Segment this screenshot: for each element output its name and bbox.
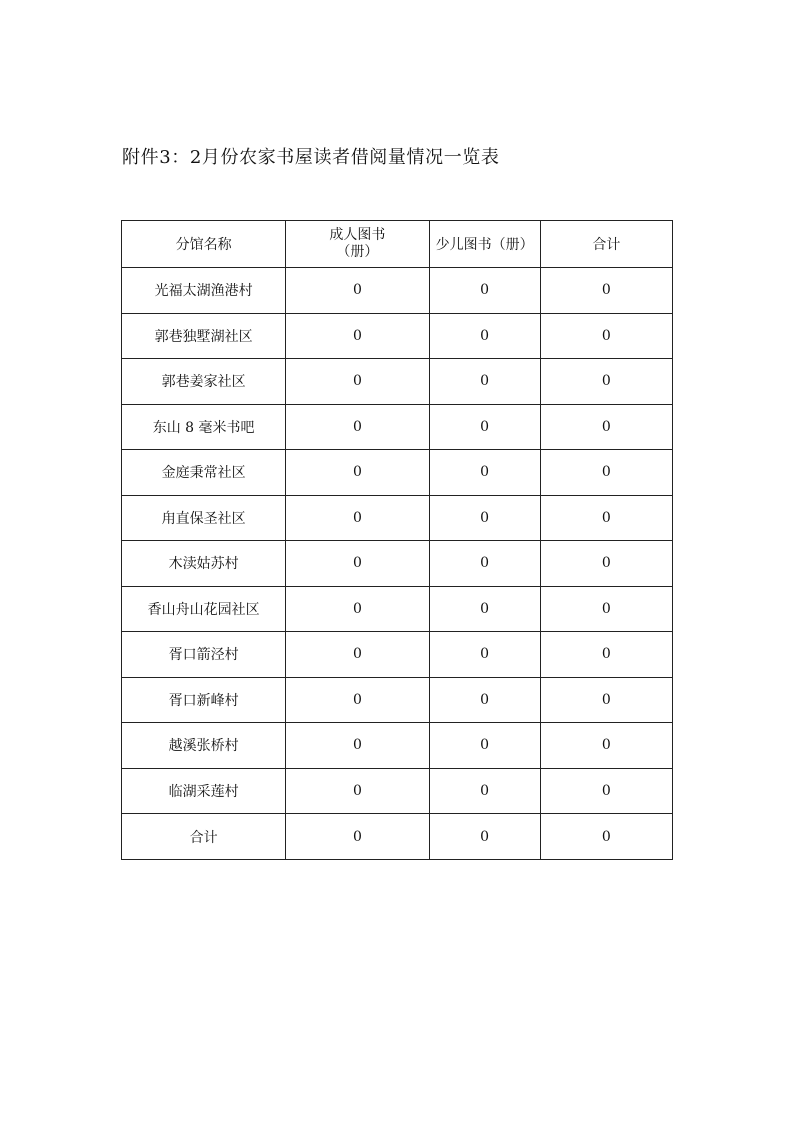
adult-books-cell: 0 — [286, 632, 429, 678]
header-total: 合计 — [540, 221, 672, 268]
adult-books-cell: 0 — [286, 450, 429, 496]
row-total-cell: 0 — [540, 404, 672, 450]
header-adult-books-line2: （册） — [336, 244, 379, 260]
adult-books-cell: 0 — [286, 768, 429, 814]
children-books-cell: 0 — [429, 268, 540, 314]
header-adult-books — [286, 221, 429, 268]
row-total-cell: 0 — [540, 768, 672, 814]
row-total-cell: 0 — [540, 359, 672, 405]
adult-books-cell: 0 — [286, 404, 429, 450]
children-books-cell: 0 — [429, 495, 540, 541]
children-books-cell: 0 — [429, 313, 540, 359]
adult-books-cell: 0 — [286, 586, 429, 632]
row-total-cell: 0 — [540, 723, 672, 769]
document-title: 附件3：2月份农家书屋读者借阅量情况一览表 — [122, 147, 500, 168]
summary-row — [122, 814, 673, 860]
row-total-cell: 0 — [540, 632, 672, 678]
children-books-cell: 0 — [429, 404, 540, 450]
adult-books-cell: 0 — [286, 359, 429, 405]
summary-total: 0 — [540, 814, 672, 860]
adult-books-cell: 0 — [286, 268, 429, 314]
table-row — [122, 268, 673, 314]
children-books-cell: 0 — [429, 768, 540, 814]
summary-adult: 0 — [286, 814, 429, 860]
branch-name-cell: 甪直保圣社区 — [122, 495, 286, 541]
row-total-cell: 0 — [540, 313, 672, 359]
table-row — [122, 677, 673, 723]
children-books-cell: 0 — [429, 541, 540, 587]
row-total-cell: 0 — [540, 268, 672, 314]
adult-books-cell: 0 — [286, 495, 429, 541]
table-body — [122, 268, 673, 814]
table-row — [122, 495, 673, 541]
table-header-row — [122, 221, 673, 268]
branch-name-cell: 光福太湖渔港村 — [122, 268, 286, 314]
table-row — [122, 768, 673, 814]
branch-name-cell: 郭巷独墅湖社区 — [122, 313, 286, 359]
table-row — [122, 632, 673, 678]
children-books-cell: 0 — [429, 632, 540, 678]
table-row — [122, 723, 673, 769]
row-total-cell: 0 — [540, 495, 672, 541]
branch-name-cell: 越溪张桥村 — [122, 723, 286, 769]
summary-child: 0 — [429, 814, 540, 860]
branch-name-cell: 香山舟山花园社区 — [122, 586, 286, 632]
branch-name-cell: 郭巷姜家社区 — [122, 359, 286, 405]
branch-name-cell: 临湖采莲村 — [122, 768, 286, 814]
header-branch-name: 分馆名称 — [122, 221, 286, 268]
table-row — [122, 359, 673, 405]
table-row — [122, 313, 673, 359]
row-total-cell: 0 — [540, 450, 672, 496]
table-row — [122, 404, 673, 450]
row-total-cell: 0 — [540, 541, 672, 587]
row-total-cell: 0 — [540, 677, 672, 723]
table-row — [122, 450, 673, 496]
children-books-cell: 0 — [429, 723, 540, 769]
children-books-cell: 0 — [429, 677, 540, 723]
branch-name-cell: 胥口新峰村 — [122, 677, 286, 723]
adult-books-cell: 0 — [286, 313, 429, 359]
adult-books-cell: 0 — [286, 541, 429, 587]
branch-name-cell: 胥口箭泾村 — [122, 632, 286, 678]
row-total-cell: 0 — [540, 586, 672, 632]
borrowing-stats-table — [121, 220, 673, 860]
branch-name-cell: 金庭秉常社区 — [122, 450, 286, 496]
summary-label: 合计 — [122, 814, 286, 860]
table-row — [122, 541, 673, 587]
branch-name-cell: 木渎姑苏村 — [122, 541, 286, 587]
branch-name-cell: 东山 8 毫米书吧 — [122, 404, 286, 450]
header-adult-books-line1: 成人图书 — [329, 227, 386, 243]
children-books-cell: 0 — [429, 450, 540, 496]
adult-books-cell: 0 — [286, 677, 429, 723]
table-row — [122, 586, 673, 632]
header-children-books: 少儿图书（册） — [429, 221, 540, 268]
children-books-cell: 0 — [429, 586, 540, 632]
children-books-cell: 0 — [429, 359, 540, 405]
adult-books-cell: 0 — [286, 723, 429, 769]
